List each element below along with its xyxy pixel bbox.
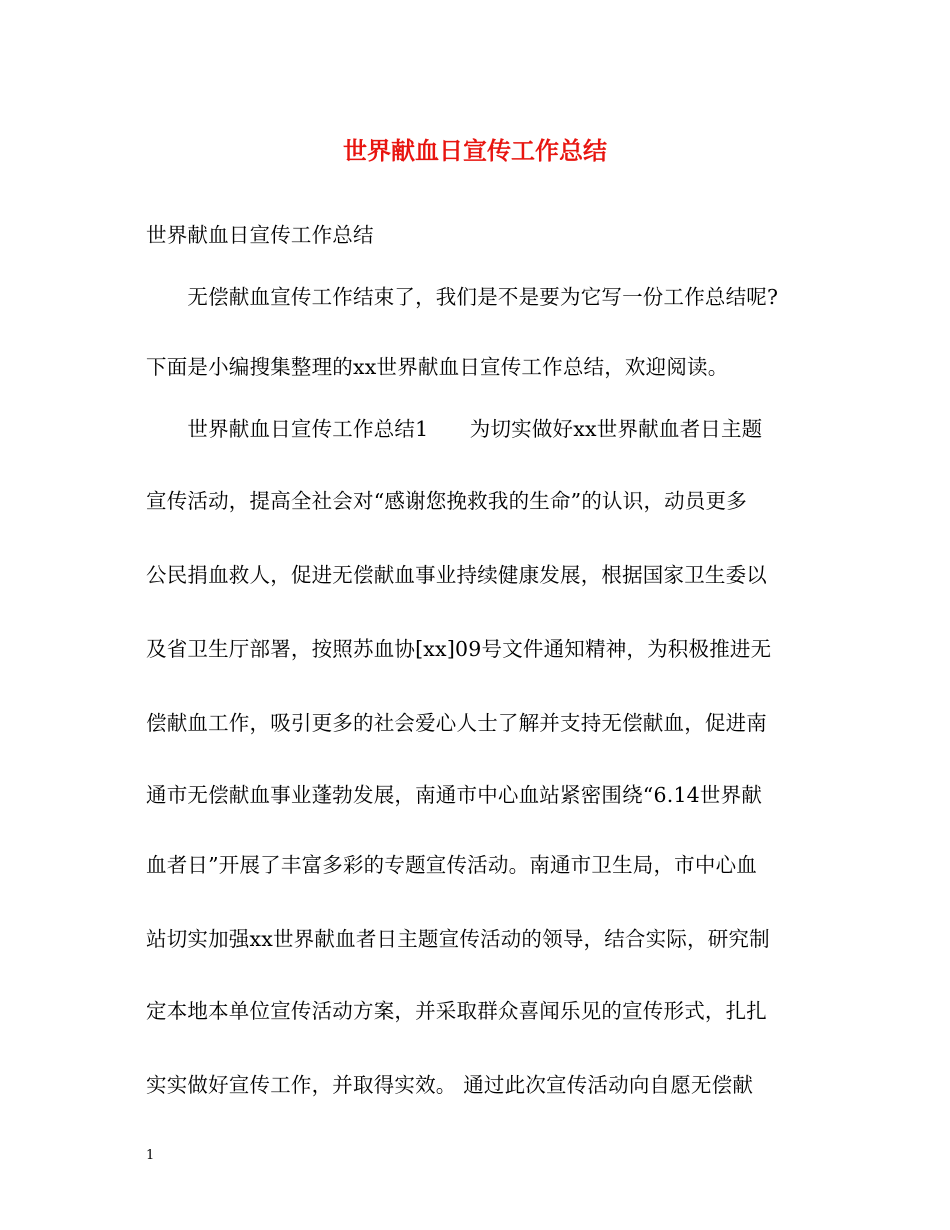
text-line: 宣传活动，提高全社会对“感谢您挽救我的生命”的认识，动员更多 [146, 489, 747, 513]
text-line: 血者日”开展了丰富多彩的专题宣传活动。南通市卫生局，市中心血 [146, 853, 757, 877]
text-line: 无偿献血宣传工作结束了，我们是不是要为它写一份工作总结呢? [146, 285, 779, 309]
text-line: 通市无偿献血事业蓬勃发展，南通市中心血站紧密围绕“6.14世界献 [146, 783, 763, 807]
text-line: 定本地本单位宣传活动方案，并采取群众喜闻乐见的宣传形式，扎扎 [146, 999, 767, 1023]
text-line: 公民捐血救人，促进无偿献血事业持续健康发展，根据国家卫生委以 [146, 563, 767, 587]
text-line: 站切实加强xx世界献血者日主题宣传活动的领导，结合实际，研究制 [146, 927, 770, 951]
page-number: 1 [146, 1148, 155, 1163]
text-line: 世界献血日宣传工作总结1 为切实做好xx世界献血者日主题 [146, 417, 763, 441]
text-line: 实实做好宣传工作，并取得实效。 通过此次宣传活动向自愿无偿献 [146, 1073, 754, 1097]
text-line: 及省卫生厅部署，按照苏血协[xx]09号文件通知精神，为积极推进无 [146, 637, 772, 661]
text-line: 下面是小编搜集整理的xx世界献血日宣传工作总结，欢迎阅读。 [146, 355, 729, 379]
document-title: 世界献血日宣传工作总结 [343, 136, 607, 165]
text-line: 偿献血工作，吸引更多的社会爱心人士了解并支持无偿献血，促进南 [146, 711, 767, 735]
text-line: 世界献血日宣传工作总结 [146, 223, 374, 247]
